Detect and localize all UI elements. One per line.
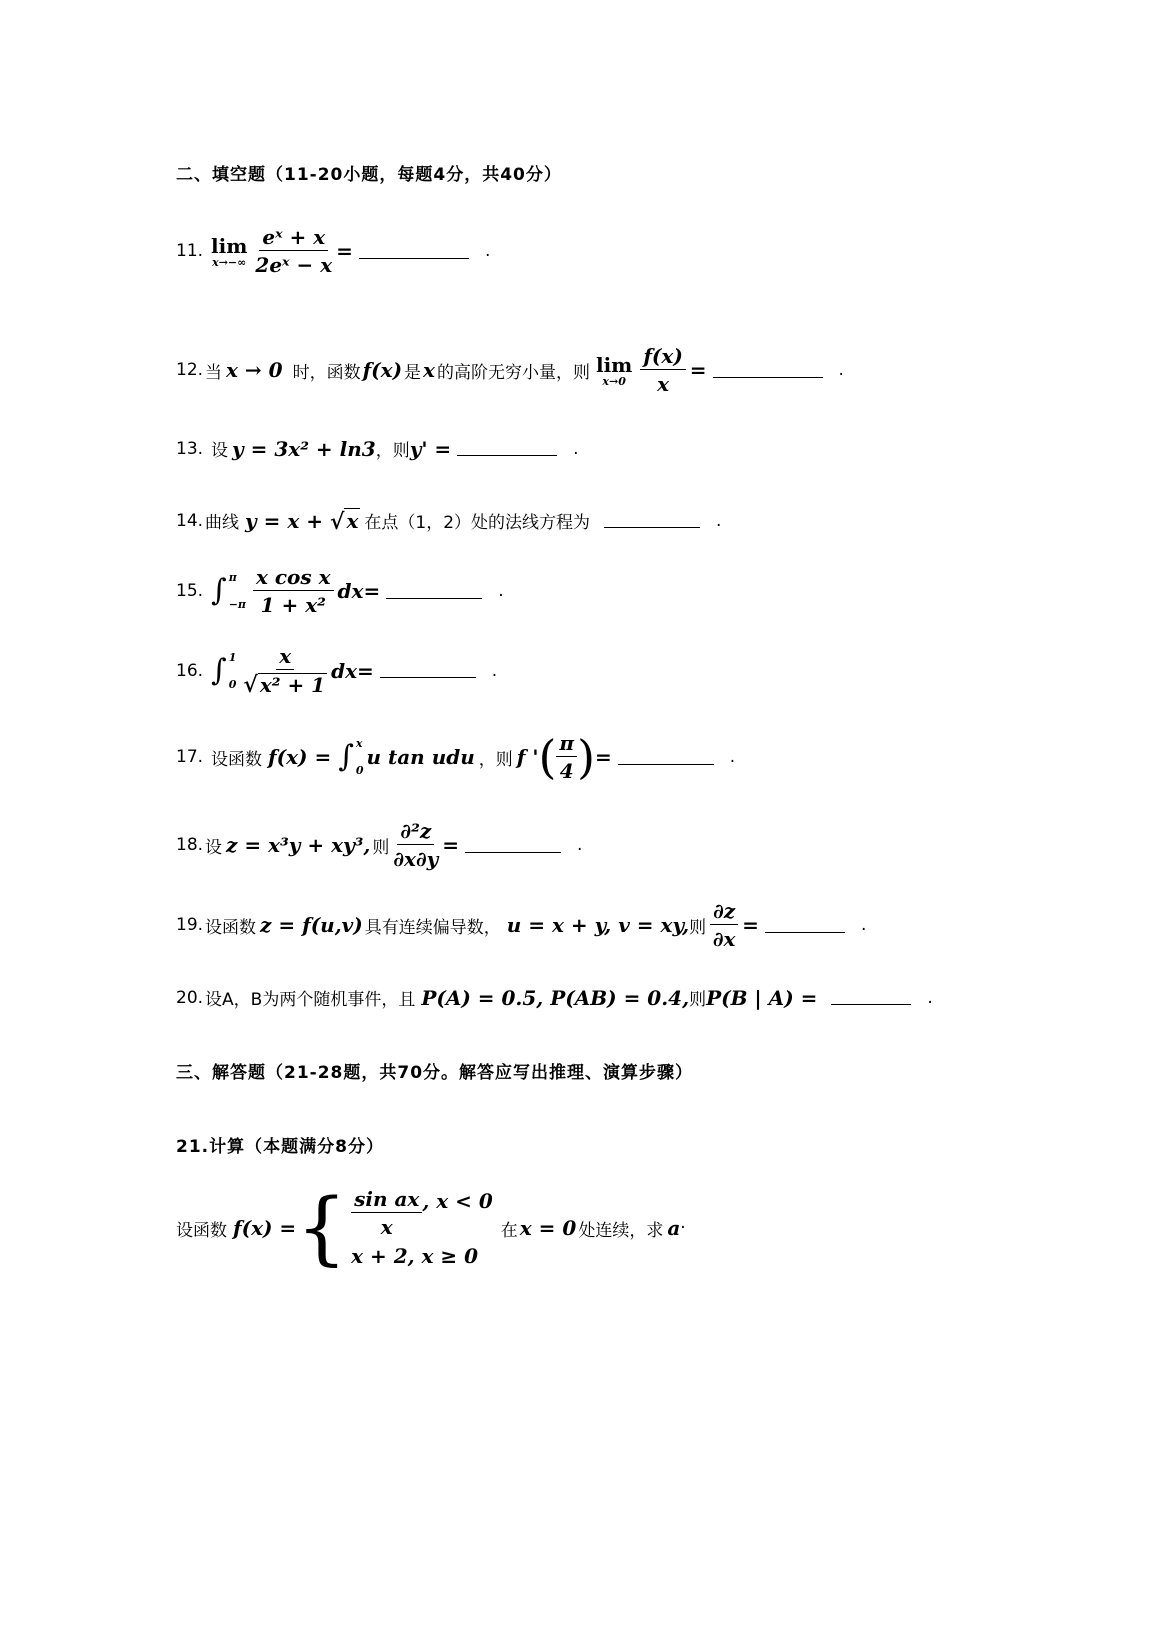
q12-fx: f(x)	[362, 358, 403, 382]
q17-fprime: f '	[516, 745, 539, 769]
q18-expression: z = x³y + xy³,	[226, 833, 371, 857]
q21-variable: a	[667, 1216, 681, 1240]
q12-text3: 是	[404, 362, 422, 383]
integral-sign-icon: ∫	[211, 652, 227, 688]
q12-condition: x → 0	[226, 358, 283, 382]
q18-answer-blank[interactable]	[465, 838, 561, 853]
q19-expression2: u = x + y, v = xy,	[506, 913, 690, 937]
q16-fraction	[243, 645, 327, 696]
right-paren-icon: )	[577, 730, 596, 784]
q12-answer-blank[interactable]	[713, 363, 823, 378]
q16-sqrt-inner: x² + 1	[259, 673, 326, 697]
q15-numerator: x cos x	[253, 566, 334, 591]
q14-answer-blank[interactable]	[604, 513, 700, 528]
q17-integrand: u tan udu	[366, 745, 475, 769]
question-11	[176, 226, 490, 276]
q19-equals: =	[742, 913, 759, 937]
q13-number: 13.	[176, 438, 204, 459]
q18-numerator: ∂²z	[397, 820, 434, 845]
q21-case1-condition: , x < 0	[422, 1189, 493, 1213]
q15-equals: =	[363, 579, 381, 603]
q15-lower-limit: −π	[228, 598, 246, 611]
q14-number: 14.	[176, 510, 204, 531]
q21-case2: x + 2, x ≥ 0	[351, 1244, 479, 1268]
q12-text2: 时，函数	[292, 362, 361, 383]
q20-period: .	[927, 987, 933, 1008]
q21-cases	[351, 1188, 493, 1268]
integral-sign-icon: ∫	[338, 739, 354, 774]
q21-case1-fraction	[351, 1188, 422, 1238]
q12-limit	[596, 353, 632, 388]
q16-limits	[229, 651, 237, 691]
question-18	[176, 820, 582, 870]
q16-lower-limit: 0	[228, 677, 237, 691]
q19-text1: 设函数	[205, 917, 257, 938]
q16-sqrt	[243, 673, 327, 696]
q19-numerator: ∂z	[710, 900, 738, 925]
q16-dx: dx	[331, 658, 358, 683]
q16-denominator	[243, 670, 327, 696]
q11-lim-sub: x→−∞	[212, 255, 247, 269]
q16-numerator: x	[276, 645, 294, 670]
q20-expression2: P(B | A) =	[706, 985, 818, 1010]
q17-answer-blank[interactable]	[618, 750, 714, 765]
q19-answer-blank[interactable]	[765, 918, 845, 933]
question-19	[176, 900, 866, 950]
q11-period: .	[484, 241, 491, 261]
q17-denominator: 4	[559, 759, 574, 783]
q21-text2: 在	[500, 1220, 518, 1241]
q21-case1	[351, 1188, 493, 1238]
q19-period: .	[860, 915, 867, 935]
q18-text1: 设	[205, 837, 223, 858]
q20-text1: 设A，B为两个随机事件，且	[205, 990, 416, 1010]
q17-text1: 设函数	[211, 749, 263, 770]
question-15	[176, 566, 504, 616]
sqrt-radical-icon: √	[329, 509, 345, 535]
q14-expression: y = x +	[245, 508, 330, 533]
q12-text1: 当	[205, 362, 223, 383]
q17-limits	[356, 737, 364, 777]
q12-denominator: x	[657, 372, 670, 396]
left-brace-icon: {	[296, 1181, 348, 1274]
q12-lim-text: lim	[595, 352, 633, 377]
q11-denominator: 2eˣ − x	[255, 253, 333, 277]
q15-period: .	[498, 581, 504, 601]
q12-text4: 的高阶无穷小量，则	[436, 362, 590, 383]
q19-denominator: ∂x	[712, 927, 736, 951]
q11-equals: =	[336, 239, 353, 263]
q17-equals: =	[595, 745, 612, 769]
q20-number: 20.	[176, 987, 204, 1008]
integral-sign-icon: ∫	[211, 573, 227, 608]
q21-end: ·	[680, 1218, 686, 1238]
q20-answer-blank[interactable]	[831, 990, 911, 1005]
q17-period: .	[729, 747, 736, 767]
q15-limits	[229, 571, 246, 611]
q16-upper-limit: 1	[228, 650, 237, 664]
q11-lim-text: lim	[211, 233, 248, 258]
q18-text2: 则	[372, 837, 390, 858]
q19-number: 19.	[176, 915, 204, 935]
q18-equals: =	[442, 833, 460, 857]
q17-expression: f(x) =	[268, 745, 339, 769]
sqrt-radical-icon: √	[243, 672, 258, 698]
q14-sqrt-inner: x	[346, 509, 359, 533]
q17-numerator: π	[556, 732, 577, 757]
q11-answer-blank[interactable]	[359, 244, 469, 259]
q16-number: 16.	[176, 660, 204, 681]
q19-text2: 具有连续偏导数，	[364, 917, 501, 938]
section3-heading: 三、解答题（21-28题，共70分。解答应写出推理、演算步骤）	[176, 1063, 694, 1083]
q18-number: 18.	[176, 835, 204, 855]
q18-period: .	[577, 835, 583, 855]
q13-expression: y = 3x² + ln3	[232, 436, 376, 461]
q21-case1-denominator: x	[380, 1215, 393, 1239]
q12-x: x	[423, 358, 435, 382]
q21-text1: 设函数	[176, 1220, 227, 1241]
q15-upper-limit: π	[228, 571, 237, 584]
q16-period: .	[491, 660, 498, 681]
q13-period: .	[573, 438, 579, 459]
q20-expression: P(A) = 0.5, P(AB) = 0.4,	[421, 985, 690, 1010]
question-21	[176, 1181, 686, 1274]
question-14	[176, 508, 721, 533]
q15-answer-blank[interactable]	[386, 584, 482, 599]
q11-fraction	[255, 226, 332, 276]
q20-text2: 则	[689, 990, 707, 1010]
q21-title: 21.计算（本题满分8分）	[176, 1137, 384, 1157]
question-13	[176, 436, 579, 461]
q13-text1: 设	[211, 441, 229, 461]
q12-lim-sub: x→0	[602, 374, 626, 388]
q15-fraction	[253, 566, 334, 616]
q16-answer-blank[interactable]	[380, 663, 476, 678]
q17-number: 17.	[176, 747, 204, 767]
q13-derivative: y' =	[409, 436, 452, 461]
q12-numerator: f(x)	[640, 345, 685, 370]
q11-numerator: eˣ + x	[259, 226, 328, 251]
question-20	[176, 985, 933, 1010]
q21-fx: f(x) =	[233, 1216, 297, 1240]
q14-period: .	[716, 510, 722, 531]
q14-text1: 曲线	[205, 513, 240, 533]
q14-sqrt	[330, 508, 360, 533]
q16-equals: =	[357, 658, 374, 683]
q19-text3: 则	[689, 917, 707, 938]
q19-fraction	[710, 900, 738, 950]
q21-text3: 处连续，求	[578, 1220, 664, 1241]
q17-lower-limit: 0	[355, 764, 364, 777]
q17-upper-limit: x	[355, 737, 363, 750]
question-16	[176, 645, 497, 696]
question-12	[176, 345, 844, 395]
q12-equals: =	[689, 358, 707, 382]
section2-heading: 二、填空题（11-20小题，每题4分，共40分）	[176, 165, 562, 185]
q12-number: 12.	[176, 360, 204, 380]
q15-number: 15.	[176, 581, 204, 601]
q15-dx: dx	[337, 579, 364, 603]
q18-denominator: ∂x∂y	[393, 847, 439, 871]
q17-fraction	[556, 732, 577, 782]
q14-text2: 在点（1，2）处的法线方程为	[364, 513, 591, 533]
q17-text2: ，则	[478, 749, 513, 770]
left-paren-icon: (	[538, 730, 557, 784]
q19-expression: z = f(u,v)	[260, 913, 363, 937]
q12-fraction	[640, 345, 685, 395]
q18-fraction	[393, 820, 438, 870]
q13-answer-blank[interactable]	[457, 441, 557, 456]
q15-denominator: 1 + x²	[260, 593, 326, 617]
q21-case1-numerator: sin ax	[351, 1188, 422, 1213]
q12-period: .	[838, 360, 844, 380]
question-17	[176, 732, 735, 782]
q13-text2: ，则	[375, 441, 410, 461]
q11-limit	[211, 234, 247, 269]
q21-condition: x = 0	[519, 1216, 577, 1240]
q11-number: 11.	[176, 241, 204, 261]
